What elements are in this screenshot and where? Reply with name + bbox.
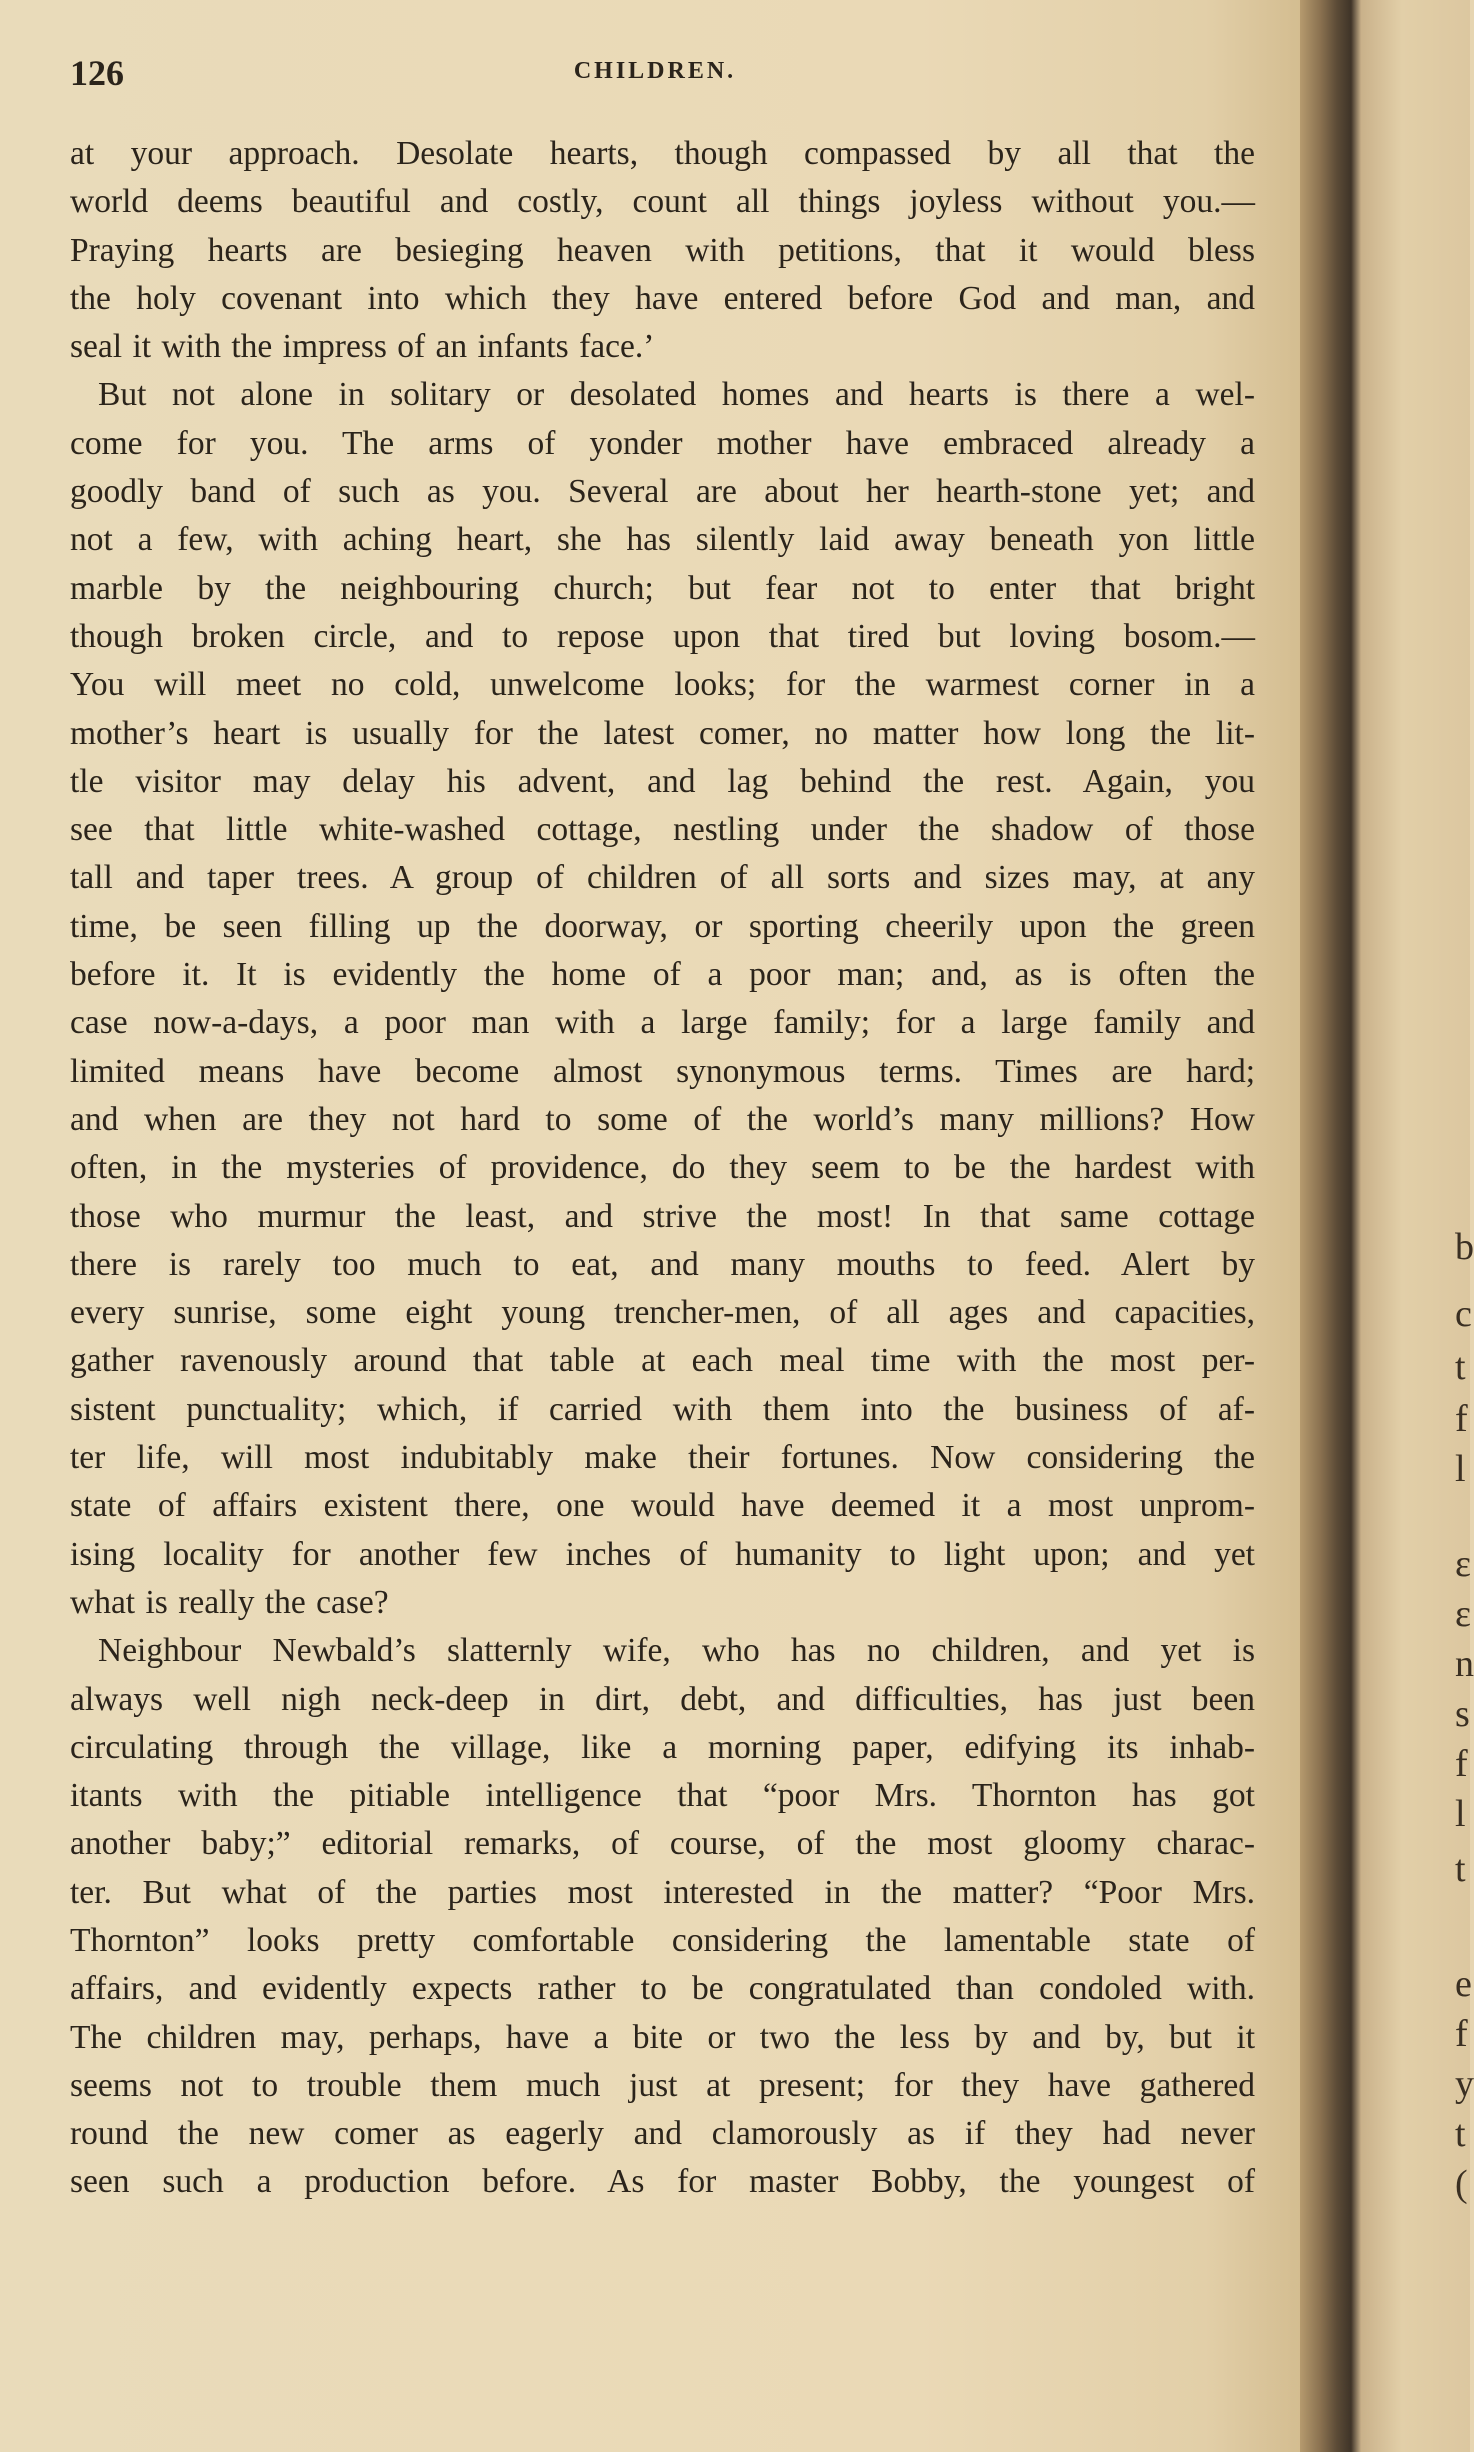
facing-page-fragment: t (1455, 1346, 1466, 1388)
text-line: gather ravenously around that table at each meal time with the most per- (70, 1342, 1255, 1380)
facing-page-fragment: s (1455, 1693, 1470, 1735)
text-line: world deems beautiful and costly, count all things joyless without you.— (70, 183, 1255, 221)
text-line: ising locality for another few inches of humanity to light upon; and yet (70, 1535, 1255, 1573)
text-line: seen such a production before. As for master Bobby, the youngest of (70, 2163, 1255, 2201)
facing-page-fragment: f (1455, 2013, 1468, 2055)
running-head (70, 52, 1240, 102)
text-line: see that little white-washed cottage, nestling under the shadow of those (70, 811, 1255, 849)
text-line: what is really the case? (70, 1583, 389, 1621)
text-line: state of affairs existent there, one would have deemed it a most unprom- (70, 1487, 1255, 1525)
facing-page-fragment: e (1455, 1963, 1472, 2005)
text-line: before it. It is evidently the home of a poor man; and, as is often the (70, 956, 1255, 994)
text-line: another baby;” editorial remarks, of course, of the most gloomy charac- (70, 1825, 1255, 1863)
text-line: Neighbour Newbald’s slatternly wife, who has no children, and yet is (98, 1632, 1255, 1670)
text-line: always well nigh neck-deep in dirt, debt, and difficulties, has just been (70, 1680, 1255, 1718)
facing-page-fragment: ε (1455, 1543, 1471, 1585)
text-line: itants with the pitiable intelligence that “poor Mrs. Thornton has got (70, 1777, 1255, 1815)
facing-page-fragment: y (1455, 2063, 1474, 2105)
text-line: marble by the neighbouring church; but fear not to enter that bright (70, 569, 1255, 607)
facing-page-bleed (1455, 0, 1474, 2452)
facing-page-fragment: c (1455, 1293, 1472, 1335)
facing-page-fragment: f (1455, 1743, 1468, 1785)
facing-page-fragment: t (1455, 2113, 1466, 2155)
text-line: limited means have become almost synonymous terms. Times are hard; (70, 1052, 1255, 1090)
text-line: round the new comer as eagerly and clamorously as if they had never (70, 2115, 1255, 2153)
text-line: and when are they not hard to some of the world’s many millions? How (70, 1100, 1255, 1138)
page-number: 126 (70, 53, 124, 93)
text-line: though broken circle, and to repose upon that tired but loving bosom.— (70, 617, 1255, 655)
text-line: Praying hearts are besieging heaven with petitions, that it would bless (70, 231, 1255, 269)
facing-page-fragment: ε (1455, 1593, 1471, 1635)
text-line: The children may, perhaps, have a bite or two the less by and by, but it (70, 2018, 1255, 2056)
text-line: every sunrise, some eight young trencher-men, of all ages and capacities, (70, 1294, 1255, 1332)
text-line: affairs, and evidently expects rather to be congratulated than condoled with. (70, 1970, 1255, 2008)
book-gutter (1300, 0, 1470, 2452)
text-line: circulating through the village, like a morning paper, edifying its inhab- (70, 1728, 1255, 1766)
text-line: come for you. The arms of yonder mother have embraced already a (70, 424, 1255, 462)
text-line: at your approach. Desolate hearts, though compassed by all that the (70, 135, 1255, 172)
text-line: the holy covenant into which they have entered before God and man, and (70, 279, 1255, 317)
body-text (70, 130, 1255, 2207)
text-line: ter life, will most indubitably make their fortunes. Now considering the (70, 1439, 1255, 1477)
text-line: tall and taper trees. A group of children of all sorts and sizes may, at any (70, 859, 1255, 897)
text-line: You will meet no cold, unwelcome looks; for the warmest corner in a (70, 666, 1255, 704)
text-line: those who murmur the least, and strive the most! In that same cottage (70, 1197, 1255, 1235)
facing-page-fragment: f (1455, 1398, 1468, 1440)
text-line: Thornton” looks pretty comfortable considering the lamentable state of (70, 1921, 1255, 1959)
text-line: often, in the mysteries of providence, do they seem to be the hardest with (70, 1149, 1255, 1187)
text-line: seal it with the impress of an infants face.’ (70, 328, 655, 366)
text-line: tle visitor may delay his advent, and lag behind the rest. Again, you (70, 762, 1255, 800)
text-line: seems not to trouble them much just at present; for they have gathered (70, 2066, 1255, 2104)
running-title: CHILDREN. (573, 58, 737, 84)
facing-page-fragment: l (1455, 1448, 1466, 1490)
facing-page-fragment: b (1455, 1226, 1474, 1268)
text-line: case now-a-days, a poor man with a large family; for a large family and (70, 1004, 1255, 1042)
facing-page-fragment: l (1455, 1793, 1466, 1835)
text-line: not a few, with aching heart, she has silently laid away beneath yon little (70, 521, 1255, 559)
facing-page-fragment: n (1455, 1643, 1474, 1685)
facing-page-fragment: ( (1455, 2163, 1468, 2205)
text-line: ter. But what of the parties most interested in the matter? “Poor Mrs. (70, 1873, 1255, 1911)
text-line: time, be seen filling up the doorway, or sporting cheerily upon the green (70, 907, 1255, 945)
text-line: goodly band of such as you. Several are about her hearth-stone yet; and (70, 473, 1255, 511)
facing-page-fragment: t (1455, 1848, 1466, 1890)
text-line: But not alone in solitary or desolated homes and hearts is there a wel- (98, 376, 1255, 414)
text-line: mother’s heart is usually for the latest comer, no matter how long the lit- (70, 714, 1255, 752)
text-line: there is rarely too much to eat, and many mouths to feed. Alert by (70, 1245, 1255, 1283)
text-line: sistent punctuality; which, if carried with them into the business of af- (70, 1390, 1255, 1428)
